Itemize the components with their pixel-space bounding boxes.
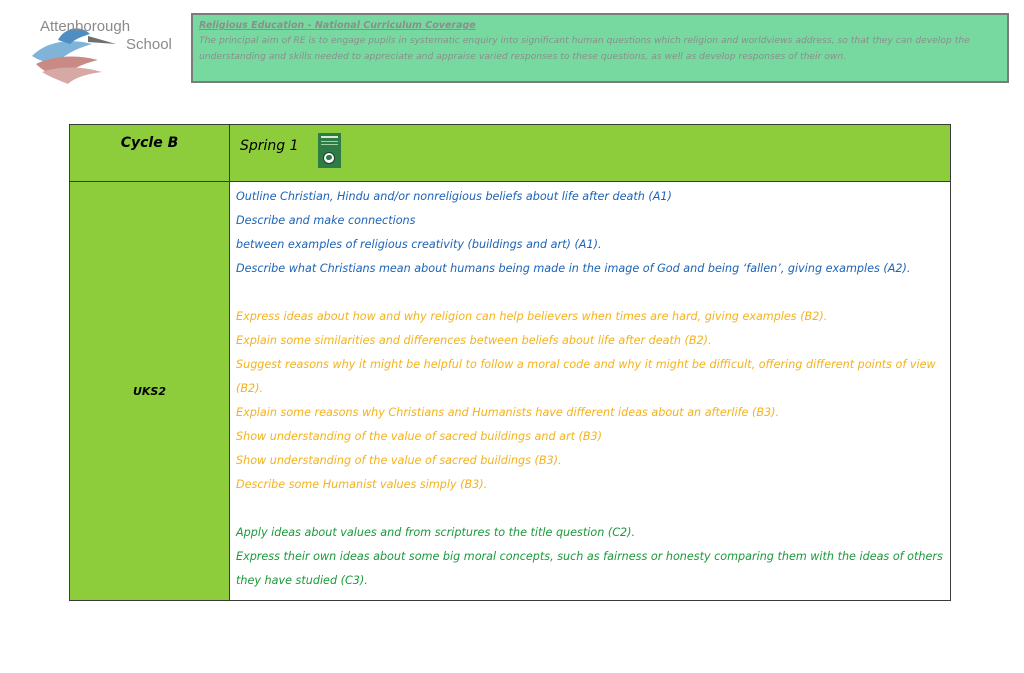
school-logo (28, 14, 178, 84)
coverage-table (69, 124, 951, 601)
key-stage-cell (70, 182, 230, 601)
our-world-book-icon (318, 133, 341, 168)
header-description: The principal aim of RE is to engage pupils in systematic enquiry into significant human questions which religion and worldviews address, so that they can develop the understanding and skills needed to appreciate and appraise varied responses to these questions, as well as develop responses of their own. (199, 35, 970, 62)
logo-text-top: Attenborough (40, 18, 131, 35)
header-banner (191, 13, 1009, 83)
objectives-cell (230, 182, 951, 601)
objective-line: Express their own ideas about some big moral concepts, such as fairness or honesty comparing them with the ideas of others they have studied (C3). (236, 550, 943, 587)
objective-line: Show understanding of the value of sacred buildings (B3). (236, 454, 562, 467)
objective-line: Outline Christian, Hindu and/or nonreligious beliefs about life after death (A1) (236, 190, 672, 203)
cycle-label: Cycle B (120, 135, 179, 151)
term-cell (230, 125, 951, 182)
term-label: Spring 1 (240, 138, 299, 154)
objective-line: Express ideas about how and why religion can help believers when times are hard, giving examples (B2). (236, 310, 828, 323)
objective-line: Describe what Christians mean about humans being made in the image of God and being ‘fallen’, giving examples (A2). (236, 262, 911, 275)
objective-line: Describe and make connections (236, 214, 416, 227)
table-header-row (70, 125, 951, 182)
objective-line: Show understanding of the value of sacred buildings and art (B3) (236, 430, 603, 443)
table-content-row (70, 182, 951, 601)
objective-line: Apply ideas about values and from scriptures to the title question (C2). (236, 526, 636, 539)
cycle-cell (70, 125, 230, 182)
objective-line: Explain some similarities and differences between beliefs about life after death (B2). (236, 334, 712, 347)
objective-line: Describe some Humanist values simply (B3). (236, 478, 488, 491)
objective-line: between examples of religious creativity (buildings and art) (A1). (236, 238, 602, 251)
objective-line: Suggest reasons why it might be helpful to follow a moral code and why it might be difficult, offering different points of view (B2). (236, 358, 936, 395)
header-title: Religious Education - National Curriculum Coverage (199, 20, 476, 31)
logo-text-bottom: School (126, 36, 172, 53)
key-stage-label: UKS2 (132, 384, 167, 398)
objective-line: Explain some reasons why Christians and Humanists have different ideas about an afterlife (B3). (236, 406, 780, 419)
